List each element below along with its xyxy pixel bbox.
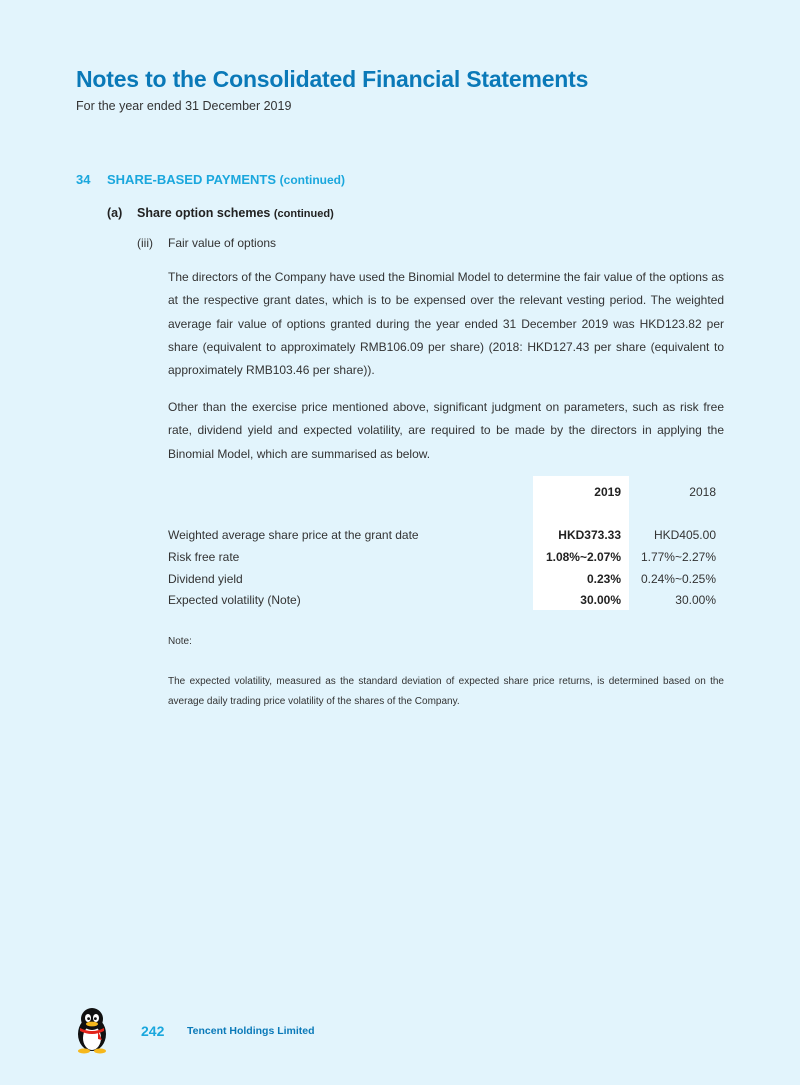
item-title: Fair value of options	[168, 236, 277, 250]
note-heading: Note:	[168, 636, 192, 647]
row-label-dividend-yield: Dividend yield	[168, 572, 243, 586]
value-2018-expected-volatility: 30.00%	[675, 593, 716, 607]
value-2018-risk-free-rate: 1.77%~2.27%	[640, 550, 716, 564]
company-name: Tencent Holdings Limited	[187, 1025, 315, 1037]
value-2019-dividend-yield: 0.23%	[586, 572, 621, 586]
column-header-2019: 2019	[594, 485, 621, 499]
row-label-expected-volatility: Expected volatility (Note)	[168, 593, 301, 607]
value-2018-dividend-yield: 0.24%~0.25%	[640, 572, 716, 586]
section-title: SHARE-BASED PAYMENTS	[107, 172, 277, 187]
subsection-number: (a)	[107, 206, 123, 220]
value-2019-share-price: HKD373.33	[558, 528, 621, 542]
subsection-title: Share option schemes	[137, 206, 271, 220]
qq-penguin-icon	[72, 1006, 112, 1054]
section-number: 34	[76, 172, 91, 187]
subsection-continued: (continued)	[273, 208, 334, 220]
paragraph-fair-value: The directors of the Company have used the Binomial Model to determine the fair value of the options as at the respective grant dates, which is to be expensed over the relevant vesting period. The weighted average fair value of options granted during the year ended 31 December 2019 was HKD123.82 per share (equivalent to approximately RMB106.09 per share) (2018: HKD127.43 per share (equivalent to approximately RMB103.46 per share)).	[168, 270, 724, 378]
subsection-heading	[137, 206, 334, 220]
value-2019-expected-volatility: 30.00%	[580, 593, 621, 607]
item-number: (iii)	[137, 236, 153, 250]
page-title: Notes to the Consolidated Financial Statements	[76, 66, 589, 92]
section-continued: (continued)	[279, 173, 345, 187]
value-2018-share-price: HKD405.00	[653, 528, 716, 542]
value-2019-risk-free-rate: 1.08%~2.07%	[545, 550, 621, 564]
paragraph-parameters: Other than the exercise price mentioned above, significant judgment on parameters, such as risk free rate, dividend yield and expected volatility, are required to be made by the directors in applying the Binomial Model, which are summarised as below.	[168, 400, 724, 461]
page-subtitle: For the year ended 31 December 2019	[76, 99, 292, 113]
row-label-risk-free-rate: Risk free rate	[168, 550, 240, 564]
column-header-2018: 2018	[689, 485, 716, 499]
row-label-share-price: Weighted average share price at the grant date	[168, 528, 419, 542]
note-text: The expected volatility, measured as the standard deviation of expected share price returns, is determined based on the average daily trading price volatility of the shares of the Company.	[168, 676, 724, 707]
page-number: 242	[141, 1023, 165, 1039]
section-heading	[107, 172, 345, 187]
